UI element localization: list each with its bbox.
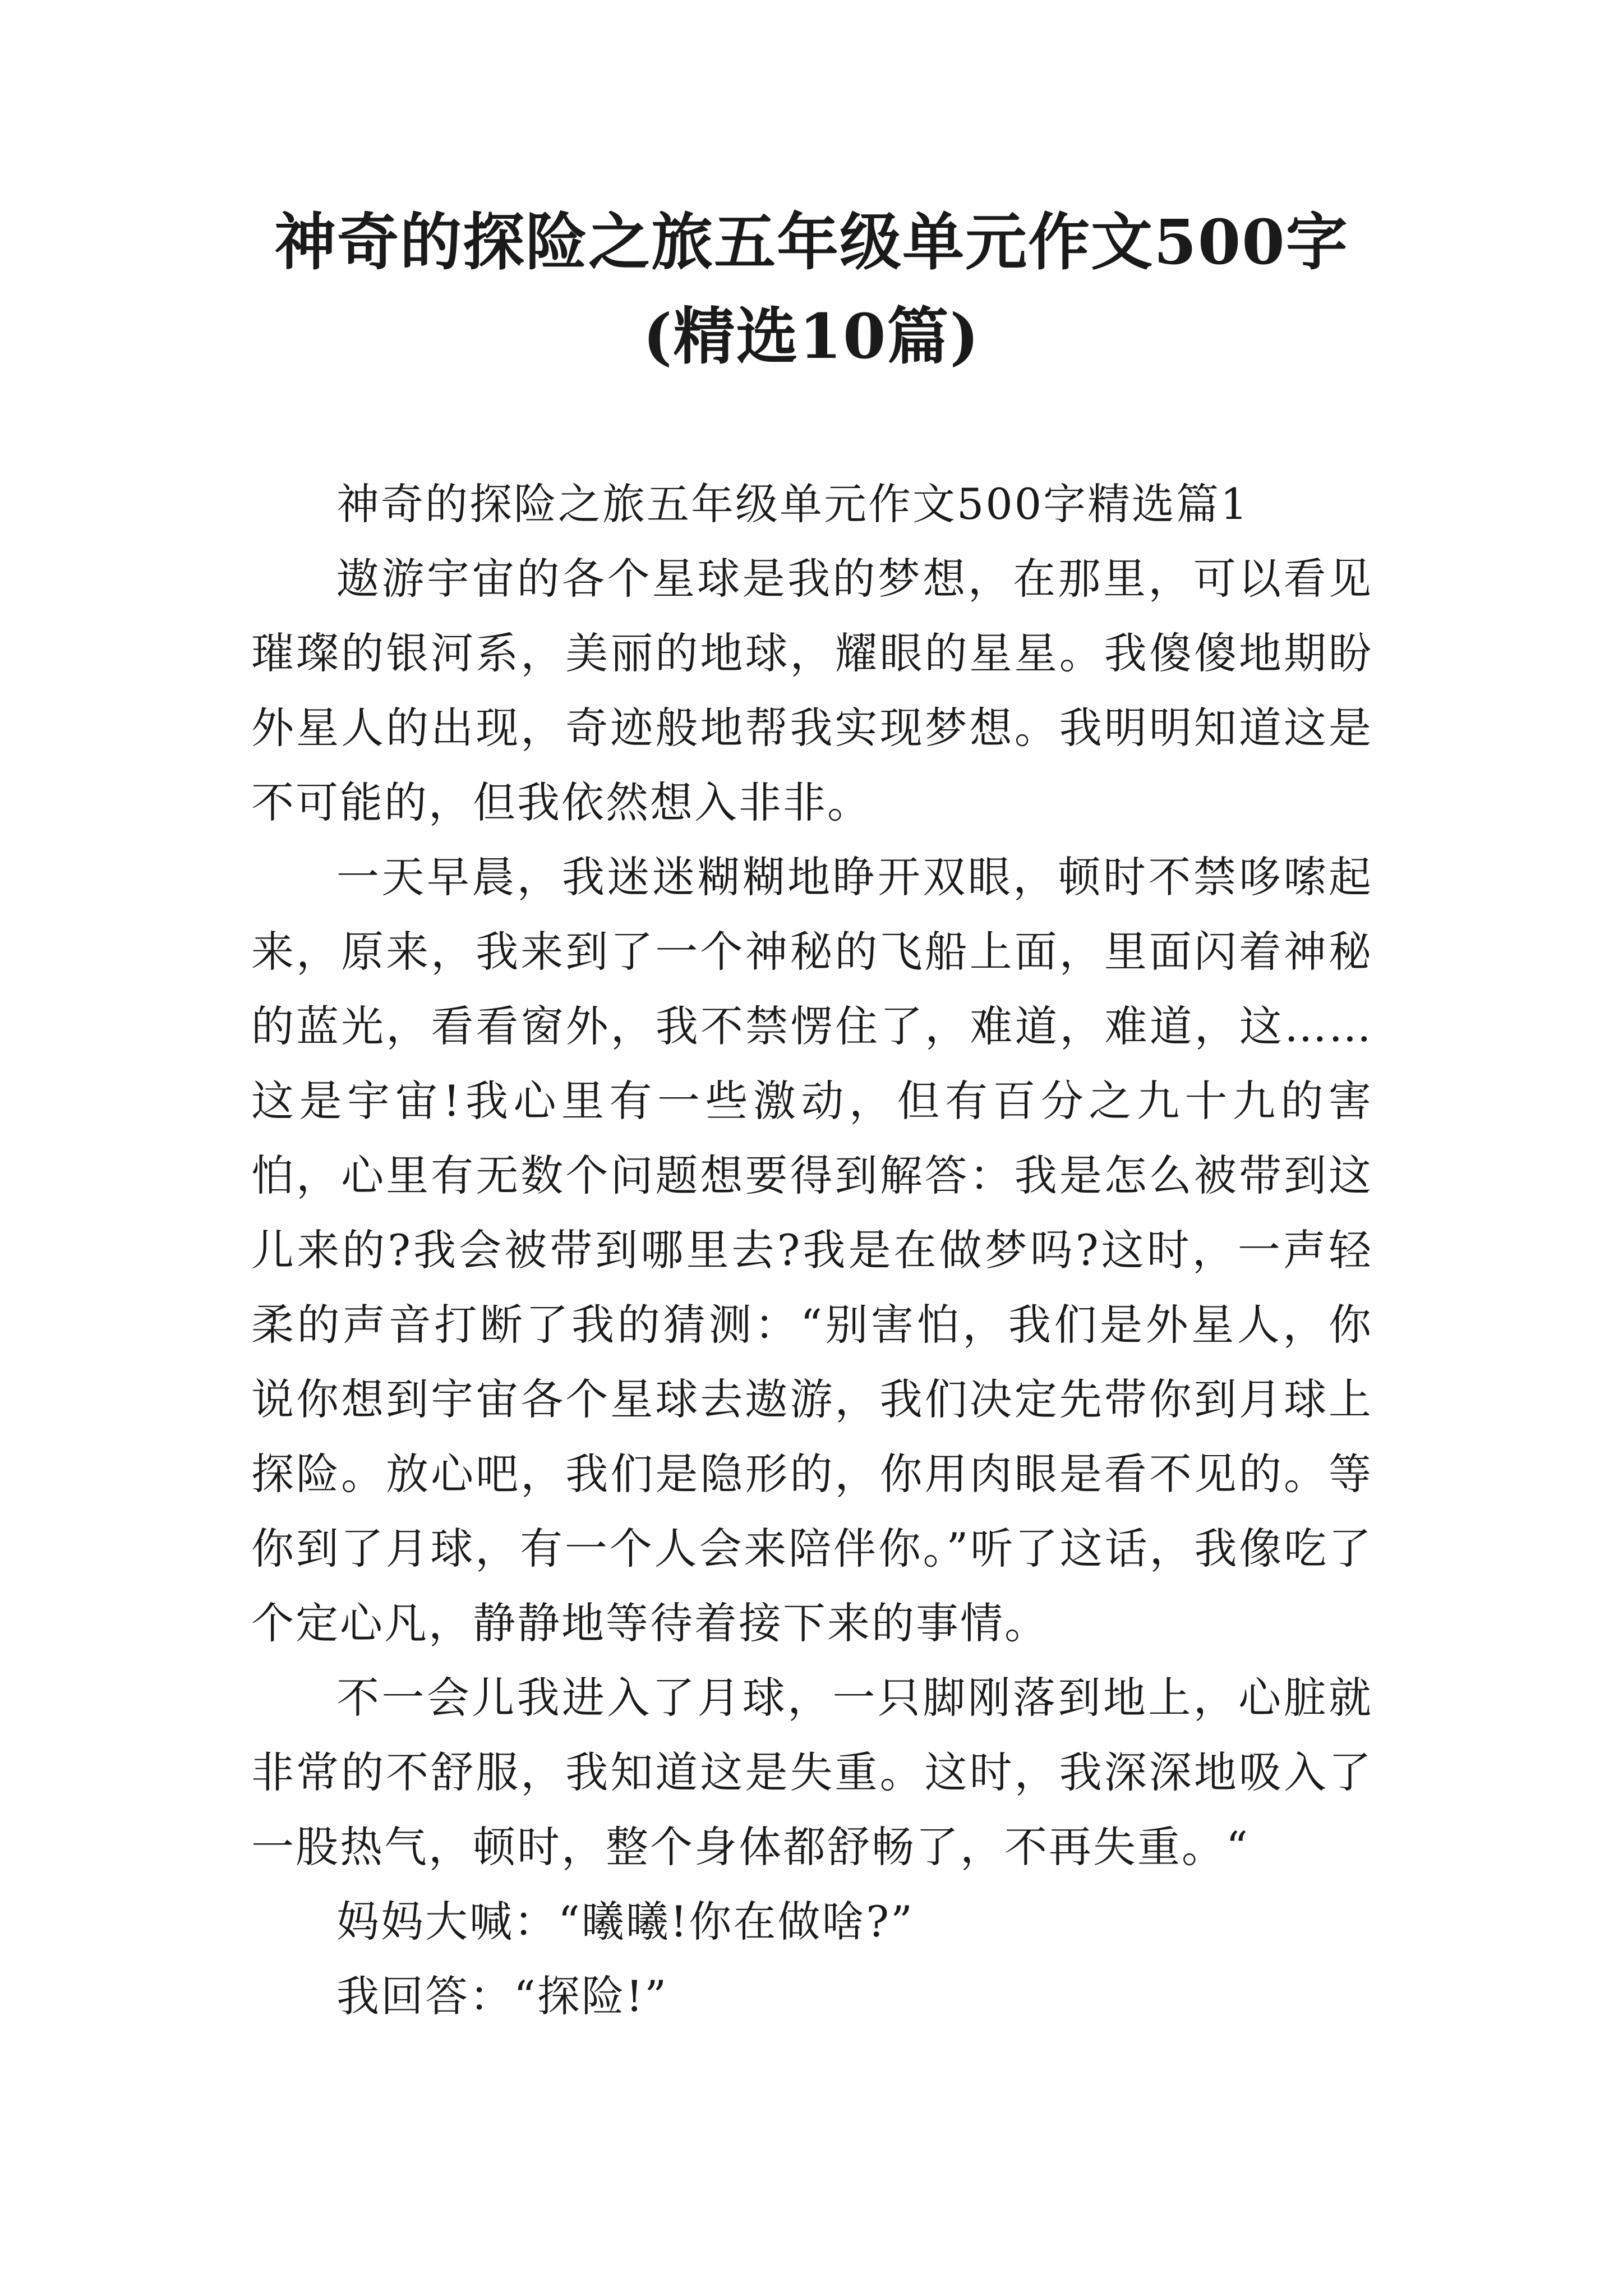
paragraph: 妈妈大喊：“曦曦!你在做啥?” <box>336 1897 914 1947</box>
paragraph: 我回答：“探险!” <box>336 1971 668 2021</box>
document-body <box>251 467 1373 2033</box>
paragraph: 一天早晨，我迷迷糊糊地睁开双眼，顿时不禁哆嗦起来，原来，我来到了一个神秘的飞船上面，里面闪着神秘的蓝光，看看窗外，我不禁愣住了，难道，难道，这……这是宇宙!我心里有一些激动，但有百分之九十九的害怕，心里有无数个问题想要得到解答：我是怎么被带到这儿来的?我会被带到哪里去?我是在做梦吗?这时，一声轻柔的声音打断了我的猜测：“别害怕，我们是外星人，你说你想到宇宙各个星球去遨游，我们决定先带你到月球上探险。放心吧，我们是隐形的，你用肉眼是看不见的。等你到了月球，有一个人会来陪伴你。”听了这话，我像吃了个定心凡，静静地等待着接下来的事情。 <box>251 852 1373 1648</box>
section-heading: 神奇的探险之旅五年级单元作文500字精选篇1 <box>336 479 1249 529</box>
paragraph: 不一会儿我进入了月球，一只脚刚落到地上，心脏就非常的不舒服，我知道这是失重。这时，我深深地吸入了一股热气，顿时，整个身体都舒畅了，不再失重。“ <box>251 1673 1373 1872</box>
document-title: 神奇的探险之旅五年级单元作文500字(精选10篇) <box>274 206 1349 372</box>
paragraph: 遨游宇宙的各个星球是我的梦想，在那里，可以看见璀璨的银河系，美丽的地球，耀眼的星星。我傻傻地期盼外星人的出现，奇迹般地帮我实现梦想。我明明知道这是不可能的，但我依然想入非非。 <box>251 554 1373 827</box>
